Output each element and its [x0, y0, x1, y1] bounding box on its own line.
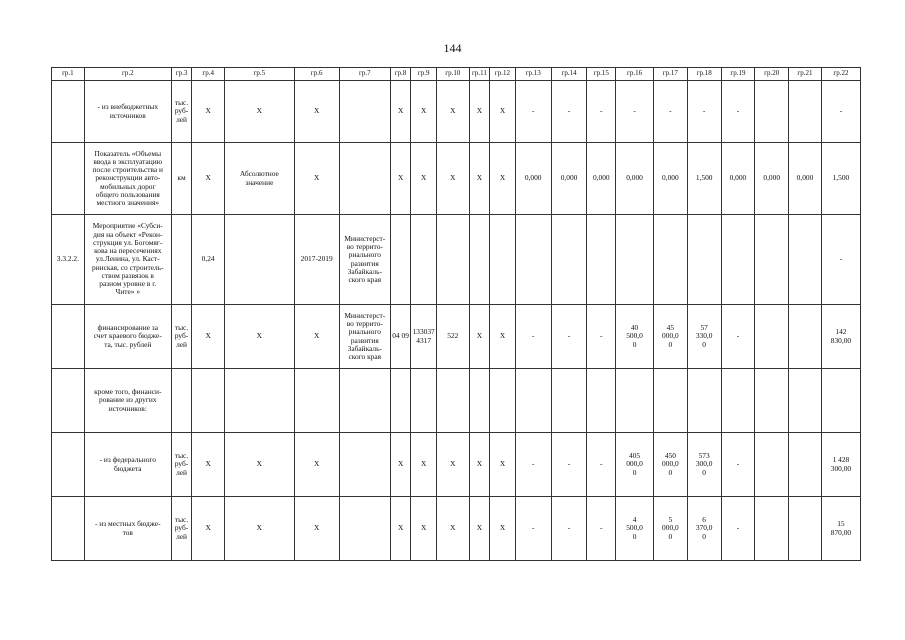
- table-cell: X: [294, 305, 339, 369]
- table-cell: [490, 215, 516, 305]
- table-cell: 45 000,0 0: [653, 305, 687, 369]
- table-cell: X: [490, 497, 516, 561]
- table-cell: 0,24: [192, 215, 225, 305]
- table-cell: 573 300,0 0: [687, 433, 721, 497]
- table-cell: [616, 369, 654, 433]
- table-cell: [339, 81, 390, 143]
- table-cell: [339, 497, 390, 561]
- table-cell: X: [294, 81, 339, 143]
- table-cell: - из федерального бюджета: [84, 433, 171, 497]
- column-header: гр.12: [490, 68, 516, 81]
- table-cell: X: [294, 497, 339, 561]
- table-cell: -: [653, 81, 687, 143]
- table-cell: -: [721, 81, 755, 143]
- table-cell: X: [411, 433, 437, 497]
- table-cell: [436, 369, 469, 433]
- table-row: [52, 305, 861, 369]
- table-cell: 522: [436, 305, 469, 369]
- table-cell: [789, 215, 822, 305]
- column-header: гр.2: [84, 68, 171, 81]
- table-cell: -: [587, 81, 616, 143]
- table-cell: [225, 215, 295, 305]
- table-cell: [789, 369, 822, 433]
- table-row: [52, 369, 861, 433]
- table-cell: [721, 369, 755, 433]
- table-cell: [52, 81, 85, 143]
- column-header: гр.17: [653, 68, 687, 81]
- table-cell: X: [490, 143, 516, 215]
- table-cell: [436, 215, 469, 305]
- table-cell: 5 000,0 0: [653, 497, 687, 561]
- table-cell: [52, 433, 85, 497]
- table-cell: 0,000: [587, 143, 616, 215]
- column-header: гр.8: [390, 68, 410, 81]
- table-cell: 0,000: [616, 143, 654, 215]
- table-cell: X: [225, 433, 295, 497]
- table-cell: X: [390, 81, 410, 143]
- column-header: гр.7: [339, 68, 390, 81]
- table-cell: X: [225, 81, 295, 143]
- table-cell: X: [436, 497, 469, 561]
- table-cell: 1,500: [687, 143, 721, 215]
- table-cell: X: [225, 305, 295, 369]
- table-cell: [721, 215, 755, 305]
- table-cell: X: [294, 433, 339, 497]
- column-header: гр.6: [294, 68, 339, 81]
- table-cell: [515, 369, 551, 433]
- table-cell: 133037 4317: [411, 305, 437, 369]
- table-cell: X: [294, 143, 339, 215]
- table-cell: 0,000: [755, 143, 789, 215]
- table-cell: -: [721, 305, 755, 369]
- table-cell: Министерст- во террито- риального развития Забайкаль- ского края: [339, 215, 390, 305]
- table-cell: X: [436, 433, 469, 497]
- table-cell: X: [411, 81, 437, 143]
- table-cell: X: [469, 433, 489, 497]
- table-cell: 142 830,00: [821, 305, 860, 369]
- table-cell: X: [390, 143, 410, 215]
- table-row: [52, 215, 861, 305]
- table-cell: [755, 433, 789, 497]
- table-cell: [469, 215, 489, 305]
- table-cell: -: [551, 433, 587, 497]
- table-cell: -: [551, 81, 587, 143]
- table-cell: 3.3.2.2.: [52, 215, 85, 305]
- table-cell: X: [469, 81, 489, 143]
- table-cell: 1 428 300,00: [821, 433, 860, 497]
- table-cell: [411, 215, 437, 305]
- table-cell: -: [616, 81, 654, 143]
- column-header: гр.5: [225, 68, 295, 81]
- table-cell: -: [587, 305, 616, 369]
- table-cell: [755, 497, 789, 561]
- column-header: гр.20: [755, 68, 789, 81]
- table-cell: X: [490, 305, 516, 369]
- table-cell: 0,000: [551, 143, 587, 215]
- table-cell: 40 500,0 0: [616, 305, 654, 369]
- table-cell: [587, 215, 616, 305]
- table-cell: X: [411, 143, 437, 215]
- table-cell: [52, 369, 85, 433]
- table-cell: [653, 215, 687, 305]
- table-cell: [490, 369, 516, 433]
- table-cell: [294, 369, 339, 433]
- table-cell: [390, 215, 410, 305]
- table-cell: 4 500,0 0: [616, 497, 654, 561]
- table-cell: X: [192, 497, 225, 561]
- table-cell: 04 09: [390, 305, 410, 369]
- table-cell: тыс. руб- лей: [171, 497, 191, 561]
- column-header: гр.16: [616, 68, 654, 81]
- table-cell: 15 870,00: [821, 497, 860, 561]
- table-cell: [789, 497, 822, 561]
- table-cell: 6 370,0 0: [687, 497, 721, 561]
- column-header: гр.3: [171, 68, 191, 81]
- table-cell: X: [490, 433, 516, 497]
- column-header: гр.21: [789, 68, 822, 81]
- table-cell: [339, 433, 390, 497]
- table-cell: 0,000: [721, 143, 755, 215]
- table-cell: -: [515, 305, 551, 369]
- page-number: 144: [443, 41, 462, 55]
- table-cell: 2017-2019: [294, 215, 339, 305]
- table-cell: 57 330,0 0: [687, 305, 721, 369]
- table-cell: -: [587, 497, 616, 561]
- column-header: гр.13: [515, 68, 551, 81]
- table-cell: [789, 81, 822, 143]
- table-cell: [225, 369, 295, 433]
- column-header: гр.10: [436, 68, 469, 81]
- table-cell: [755, 215, 789, 305]
- table-cell: -: [721, 433, 755, 497]
- table-cell: -: [687, 81, 721, 143]
- table-cell: X: [192, 143, 225, 215]
- table-cell: Абсолютное значение: [225, 143, 295, 215]
- table-cell: тыс. руб- лей: [171, 433, 191, 497]
- table-cell: -: [721, 497, 755, 561]
- table-cell: Министерст- во террито- риального развития Забайкаль- ского края: [339, 305, 390, 369]
- table-cell: -: [821, 81, 860, 143]
- table-cell: X: [436, 81, 469, 143]
- table-cell: 450 000,0 0: [653, 433, 687, 497]
- table-cell: - из местных бюдже- тов: [84, 497, 171, 561]
- table-cell: Мероприятие «Субси- дия на объект «Рекон- струкция ул. Богомяг- кова на пересечениях ул.Ленина, ул. Каст- ринская, со строитель- ством развязок в разном уровне в г. Чите» »: [84, 215, 171, 305]
- table-cell: X: [390, 497, 410, 561]
- table-cell: -: [587, 433, 616, 497]
- table-row: [52, 143, 861, 215]
- table-cell: [687, 215, 721, 305]
- table-cell: - из внебюджетных источников: [84, 81, 171, 143]
- table-body: [52, 68, 861, 561]
- table-cell: 0,000: [789, 143, 822, 215]
- column-header: гр.4: [192, 68, 225, 81]
- table-cell: X: [390, 433, 410, 497]
- table-cell: X: [225, 497, 295, 561]
- table-cell: -: [515, 433, 551, 497]
- table-cell: [390, 369, 410, 433]
- table-cell: [171, 215, 191, 305]
- table-cell: [755, 305, 789, 369]
- table-cell: тыс. руб- лей: [171, 305, 191, 369]
- table-cell: -: [515, 497, 551, 561]
- table-cell: км: [171, 143, 191, 215]
- table-cell: Показатель «Объемы ввода в эксплуатацию после строительства и реконструкции авто- мобильных дорог общего пользования местного значения»: [84, 143, 171, 215]
- table-row: [52, 497, 861, 561]
- table-cell: [551, 215, 587, 305]
- column-header: гр.22: [821, 68, 860, 81]
- table-cell: X: [192, 81, 225, 143]
- table-cell: [171, 369, 191, 433]
- table-cell: 0,000: [515, 143, 551, 215]
- table-cell: кроме того, финанси- рование из других источников:: [84, 369, 171, 433]
- table-cell: X: [469, 305, 489, 369]
- table-cell: 405 000,0 0: [616, 433, 654, 497]
- budget-table: [51, 67, 861, 561]
- column-header: гр.11: [469, 68, 489, 81]
- table-cell: X: [469, 497, 489, 561]
- table-cell: [192, 369, 225, 433]
- table-cell: 0,000: [653, 143, 687, 215]
- table-cell: [52, 497, 85, 561]
- table-row: [52, 81, 861, 143]
- column-header: гр.19: [721, 68, 755, 81]
- table-cell: X: [411, 497, 437, 561]
- column-header: гр.15: [587, 68, 616, 81]
- table-cell: -: [821, 215, 860, 305]
- table-cell: X: [436, 143, 469, 215]
- table-cell: [339, 143, 390, 215]
- table-cell: X: [192, 433, 225, 497]
- header-row: [52, 68, 861, 81]
- column-header: гр.1: [52, 68, 85, 81]
- table-cell: [52, 143, 85, 215]
- table-cell: [515, 215, 551, 305]
- table-cell: 1,500: [821, 143, 860, 215]
- table-cell: X: [469, 143, 489, 215]
- table-cell: -: [551, 305, 587, 369]
- table-cell: финансирование за счет краевого бюдже- та, тыс. рублей: [84, 305, 171, 369]
- table-cell: [755, 81, 789, 143]
- table-cell: -: [515, 81, 551, 143]
- table-cell: [339, 369, 390, 433]
- table-cell: [411, 369, 437, 433]
- table-cell: [789, 433, 822, 497]
- table-cell: тыс. руб- лей: [171, 81, 191, 143]
- table-cell: [653, 369, 687, 433]
- table-cell: [587, 369, 616, 433]
- column-header: гр.14: [551, 68, 587, 81]
- table-cell: [616, 215, 654, 305]
- column-header: гр.18: [687, 68, 721, 81]
- table-cell: [755, 369, 789, 433]
- table-cell: -: [551, 497, 587, 561]
- table-cell: [789, 305, 822, 369]
- table-cell: X: [490, 81, 516, 143]
- table-cell: X: [192, 305, 225, 369]
- table-cell: [687, 369, 721, 433]
- table-row: [52, 433, 861, 497]
- table-cell: [52, 305, 85, 369]
- table-cell: [821, 369, 860, 433]
- column-header: гр.9: [411, 68, 437, 81]
- table-cell: [551, 369, 587, 433]
- table-cell: [469, 369, 489, 433]
